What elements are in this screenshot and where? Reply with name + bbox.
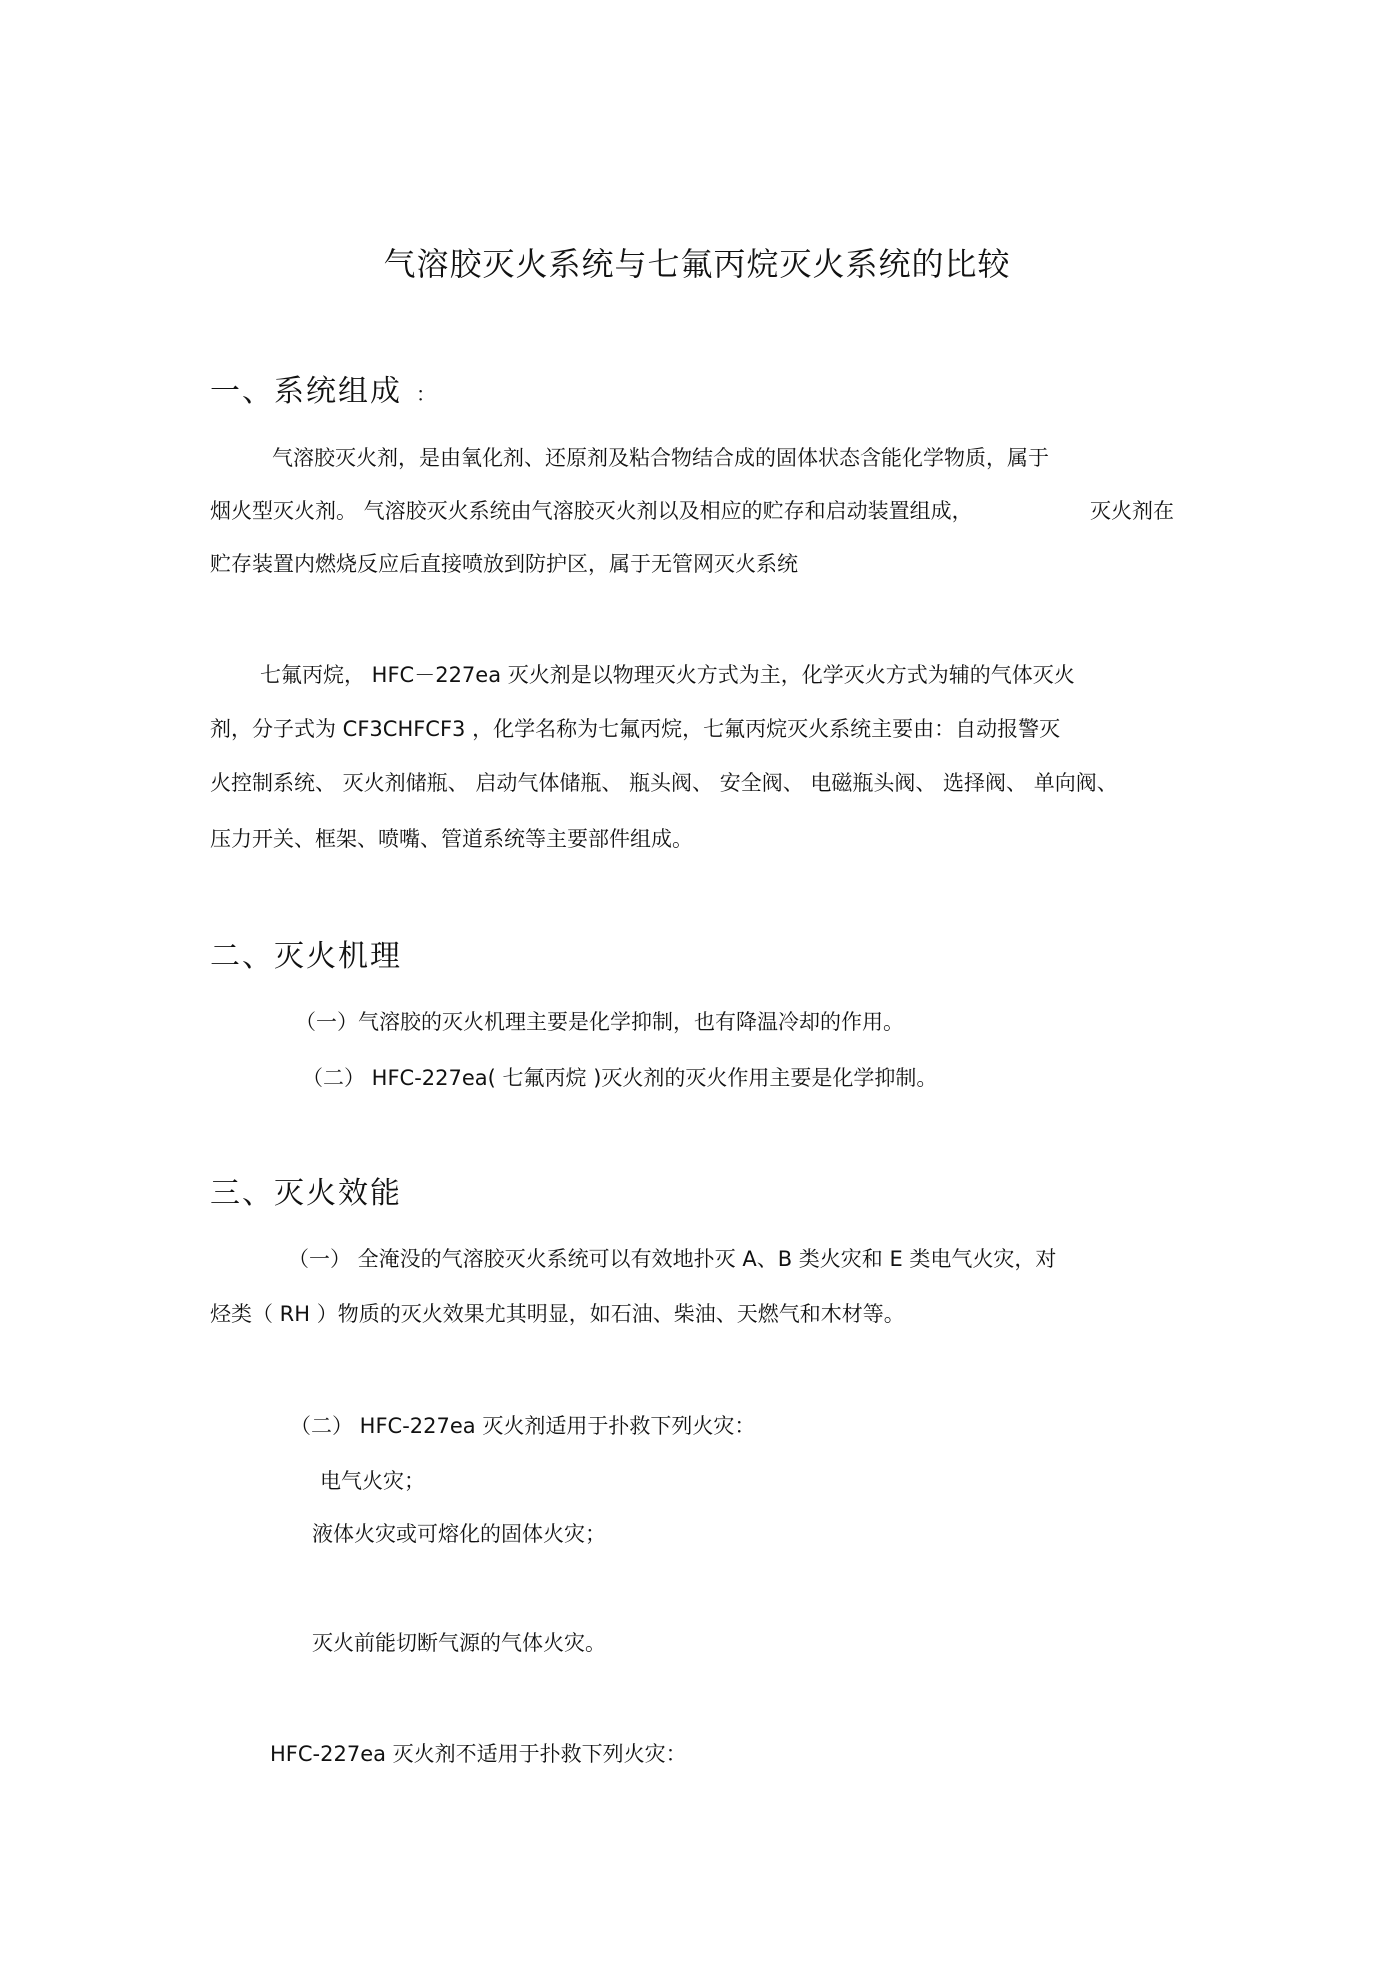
- paragraph-line: 气溶胶灭火剂，是由氧化剂、还原剂及粘合物结合成的固体状态含能化学物质，属于: [272, 446, 1049, 470]
- list-item: 液体火灾或可熔化的固体火灾；: [312, 1522, 606, 1546]
- list-item: 灭火前能切断气源的气体火灾。: [312, 1631, 606, 1655]
- paragraph-line: 灭火剂在: [1090, 499, 1174, 523]
- section-heading-composition: [210, 372, 438, 414]
- paragraph-line: HFC-227ea 灭火剂不适用于扑救下列火灾：: [270, 1742, 687, 1766]
- paragraph-line: （二） HFC-227ea( 七氟丙烷 )灭火剂的灭火作用主要是化学抑制。: [302, 1066, 938, 1090]
- paragraph-line: 烟火型灭火剂。 气溶胶灭火系统由气溶胶灭火剂以及相应的贮存和启动装置组成，: [210, 499, 973, 523]
- paragraph-line: （一） 全淹没的气溶胶灭火系统可以有效地扑灭 A、B 类火灾和 E 类电气火灾，对: [288, 1247, 1057, 1271]
- paragraph-line: （一）气溶胶的灭火机理主要是化学抑制，也有降温冷却的作用。: [295, 1010, 904, 1034]
- paragraph-line: 贮存装置内燃烧反应后直接喷放到防护区，属于无管网灭火系统: [210, 552, 798, 576]
- paragraph-line: 烃类（ RH ）物质的灭火效果尤其明显，如石油、柴油、天燃气和木材等。: [210, 1302, 905, 1326]
- section-heading-mechanism: 二、灭火机理: [210, 939, 402, 974]
- paragraph-line: 七氟丙烷， HFC－227ea 灭火剂是以物理灭火方式为主，化学灭火方式为辅的气体灭火: [260, 663, 1075, 687]
- section-heading-efficacy: 三、灭火效能: [210, 1176, 402, 1211]
- paragraph-line: 剂，分子式为 CF3CHFCF3 ，化学名称为七氟丙烷，七氟丙烷灭火系统主要由：自动报警灭: [210, 717, 1061, 741]
- section-heading-text: 一、系统组成: [210, 374, 402, 409]
- document-title: 气溶胶灭火系统与七氟丙烷灭火系统的比较: [383, 245, 1011, 283]
- paragraph-line: 压力开关、框架、喷嘴、管道系统等主要部件组成。: [210, 827, 693, 851]
- section-heading-colon: ：: [416, 382, 438, 406]
- list-item: 电气火灾；: [320, 1469, 425, 1493]
- paragraph-line: 火控制系统、 灭火剂储瓶、 启动气体储瓶、 瓶头阀、 安全阀、 电磁瓶头阀、 选择阀、 单向阀、: [210, 771, 1118, 795]
- paragraph-line: （二） HFC-227ea 灭火剂适用于扑救下列火灾：: [290, 1414, 756, 1438]
